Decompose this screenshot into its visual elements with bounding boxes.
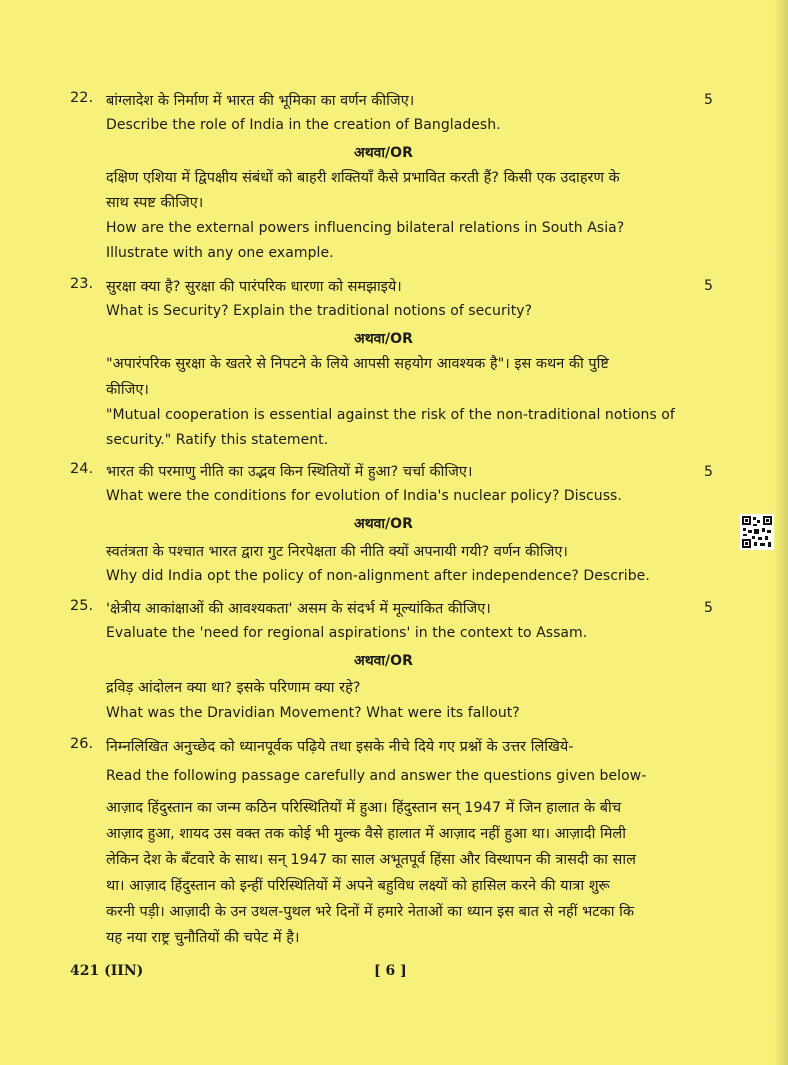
alt-english-line-1: What was the Dravidian Movement? What were its fallout?	[106, 705, 520, 721]
question-marks: 5	[704, 92, 713, 108]
alt-hindi-line-1: स्वतंत्रता के पश्चात भारत द्वारा गुट निरपेक्षता की नीति क्यों अपनायी गयी? वर्णन कीजिए।	[106, 544, 568, 560]
alt-hindi-line-1: "अपारंपरिक सुरक्षा के खतरे से निपटने के लिये आपसी सहयोग आवश्यक है"। इस कथन की पुष्टि	[106, 356, 609, 372]
alt-hindi-line-1: द्रविड़ आंदोलन क्या था? इसके परिणाम क्या रहे?	[106, 680, 361, 696]
passage-line: यह नया राष्ट्र चुनौतियों की चपेट में है।	[106, 930, 300, 946]
or-separator: अथवा/OR	[354, 331, 413, 347]
alt-english-line-2: Illustrate with any one example.	[106, 245, 334, 261]
page-number: [ 6 ]	[374, 963, 407, 979]
page-edge-shadow	[774, 0, 788, 1065]
question-number: 24.	[70, 461, 94, 477]
or-separator: अथवा/OR	[354, 653, 413, 669]
question-hindi: निम्नलिखित अनुच्छेद को ध्यानपूर्वक पढ़िये तथा इसके नीचे दिये गए प्रश्नों के उत्तर लिखिये-	[106, 739, 574, 755]
question-english: What is Security? Explain the traditional notions of security?	[106, 303, 533, 319]
or-separator: अथवा/OR	[354, 145, 413, 161]
alt-english-line-1: How are the external powers influencing bilateral relations in South Asia?	[106, 220, 625, 236]
question-english: Describe the role of India in the creation of Bangladesh.	[106, 117, 501, 133]
paper-code: 421 (IIN)	[70, 963, 144, 979]
question-number: 25.	[70, 598, 94, 614]
passage-line: आज़ाद हिंदुस्तान का जन्म कठिन परिस्थितियों में हुआ। हिंदुस्तान सन् 1947 में जिन हालात के बीच	[106, 800, 622, 816]
or-separator: अथवा/OR	[354, 516, 413, 532]
passage-line: लेकिन देश के बँटवारे के साथ। सन् 1947 का साल अभूतपूर्व हिंसा और विस्थापन की त्रासदी का साल	[106, 852, 636, 868]
question-english: What were the conditions for evolution of India's nuclear policy? Discuss.	[106, 488, 622, 504]
question-number: 23.	[70, 276, 94, 292]
question-marks: 5	[704, 600, 713, 616]
question-marks: 5	[704, 278, 713, 294]
question-marks: 5	[704, 464, 713, 480]
question-english: Read the following passage carefully and answer the questions given below-	[106, 768, 647, 784]
question-hindi: 'क्षेत्रीय आकांक्षाओं की आवश्यकता' असम के संदर्भ में मूल्यांकित कीजिए।	[106, 601, 491, 617]
question-hindi: बांग्लादेश के निर्माण में भारत की भूमिका का वर्णन कीजिए।	[106, 93, 415, 109]
question-hindi: सुरक्षा क्या है? सुरक्षा की पारंपरिक धारणा को समझाइये।	[106, 279, 402, 295]
alt-english-line-1: Why did India opt the policy of non-alignment after independence? Describe.	[106, 568, 650, 584]
alt-english-line-1: "Mutual cooperation is essential against the risk of the non-traditional notions of	[106, 407, 675, 423]
question-english: Evaluate the 'need for regional aspirations' in the context to Assam.	[106, 625, 588, 641]
passage-line: करनी पड़ी। आज़ादी के उन उथल-पुथल भरे दिनों में हमारे नेताओं का ध्यान इस बात से नहीं भटका कि	[106, 904, 634, 920]
question-hindi: भारत की परमाणु नीति का उद्भव किन स्थितियों में हुआ? चर्चा कीजिए।	[106, 464, 473, 480]
passage-line: था। आज़ाद हिंदुस्तान को इन्हीं परिस्थितियों में अपने बहुविध लक्ष्यों को हासिल करने की यात्रा शुरू	[106, 878, 610, 894]
alt-english-line-2: security." Ratify this statement.	[106, 432, 329, 448]
alt-hindi-line-2: कीजिए।	[106, 382, 149, 398]
passage-line: आज़ाद हुआ, शायद उस वक्त तक कोई भी मुल्क वैसे हालात में आज़ाद नहीं हुआ था। आज़ादी मिली	[106, 826, 627, 842]
qr-code	[740, 514, 774, 550]
alt-hindi-line-2: साथ स्पष्ट कीजिए।	[106, 195, 204, 211]
question-number: 26.	[70, 736, 94, 752]
alt-hindi-line-1: दक्षिण एशिया में द्विपक्षीय संबंधों को बाहरी शक्तियाँ कैसे प्रभावित करती हैं? किसी एक उदाहरण के	[106, 170, 620, 186]
question-number: 22.	[70, 90, 94, 106]
